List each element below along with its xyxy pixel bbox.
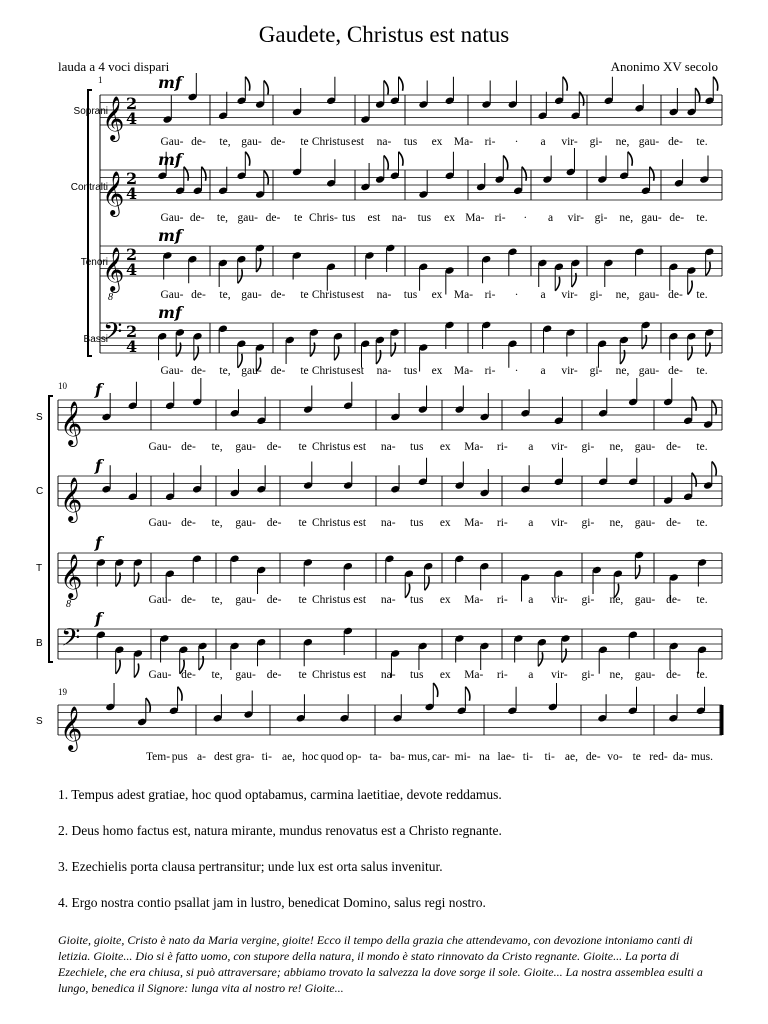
lyric-syllable: ba- — [390, 751, 405, 763]
dynamic-mf: mf — [158, 303, 182, 322]
note-flag — [399, 77, 404, 91]
lyric-syllable: ex — [431, 289, 443, 301]
note-flag — [706, 343, 711, 357]
note-flag — [692, 473, 697, 487]
note-flag — [503, 156, 508, 170]
bar-number-1: 1 — [98, 75, 103, 85]
lyric-syllable: tus — [410, 594, 424, 606]
lyric-syllable: ta- — [369, 751, 382, 763]
lyric-syllable: de- — [181, 441, 196, 453]
lyric-syllable: te — [300, 136, 309, 148]
lyric-syllable: na- — [391, 212, 407, 224]
lyric-syllable: Gau- — [160, 365, 184, 377]
lyric-syllable: gi- — [589, 136, 603, 148]
lyric-syllable: de- — [181, 594, 196, 606]
note-flag — [650, 167, 655, 181]
lyric-syllable: dest — [214, 751, 233, 763]
note-flag — [176, 343, 181, 357]
lyric-syllable: te. — [696, 289, 708, 301]
verse-2: 2. Deus homo factus est, natura mirante, mundus renovatus est a Christo regnante. — [58, 823, 502, 838]
lyric-syllable: gau- — [634, 441, 656, 453]
note-flag — [563, 77, 568, 91]
lyric-syllable: te — [298, 669, 307, 681]
lyric-syllable: Tem- — [145, 751, 171, 763]
note-flag — [562, 649, 567, 663]
note-flag — [245, 152, 250, 166]
lyric-syllable: Gau- — [148, 517, 172, 529]
lyric-syllable: est — [353, 441, 367, 453]
lyric-syllable: car- — [432, 751, 450, 763]
part-label-soprani: Soprani — [73, 106, 108, 117]
octave-mark: 8 — [108, 292, 113, 303]
time-signature-bottom: 4 — [126, 260, 138, 279]
octave-mark: 8 — [66, 599, 71, 610]
lyric-syllable: ex — [439, 517, 451, 529]
note-flag — [579, 92, 584, 106]
lyric-syllable: ex — [431, 365, 443, 377]
lyric-syllable: Ma- — [464, 441, 484, 453]
lyric-syllable: ne, — [615, 289, 630, 301]
lyric-syllable: Ma- — [453, 136, 474, 148]
lyric-syllable: vir- — [551, 669, 568, 681]
note-flag — [184, 167, 189, 181]
note-flag — [116, 660, 121, 674]
page-title: Gaudete, Christus est natus — [258, 22, 510, 47]
lyric-syllable: a — [540, 365, 546, 377]
lyric-syllable: est — [351, 136, 364, 148]
lyric-syllable: hoc — [302, 751, 319, 763]
note-flag — [522, 167, 527, 181]
lyric-syllable: gau- — [634, 669, 656, 681]
lyric-syllable: tus — [403, 136, 418, 148]
lyric-syllable: de- — [266, 441, 282, 453]
lyric-syllable: a — [548, 212, 554, 224]
lyric-syllable: gau- — [241, 136, 262, 148]
lyric-syllable: gi- — [589, 365, 603, 377]
lyric-syllable: a — [540, 289, 546, 301]
lyric-syllable: vir- — [551, 441, 568, 453]
lyric-syllable: ri- — [496, 669, 508, 681]
time-signature-bottom: 4 — [126, 337, 138, 356]
treble-clef: 𝄞 — [60, 401, 83, 445]
lyric-syllable: tus — [410, 517, 424, 529]
note-flag — [433, 683, 438, 697]
lyric-syllable: vo- — [607, 751, 623, 763]
part-label-bassi: Bassi — [83, 334, 108, 345]
lyric-syllable: Gau- — [148, 441, 172, 453]
lyric-syllable: te. — [696, 136, 708, 148]
lyric-syllable: a- — [197, 751, 206, 763]
part-label-t: T — [36, 563, 43, 574]
lyric-syllable: Christus — [311, 289, 351, 301]
lyric-syllable: ex — [439, 669, 451, 681]
composer: Anonimo XV secolo — [610, 59, 718, 74]
lyric-syllable: te. — [696, 594, 708, 606]
lyric-syllable: ti- — [544, 751, 555, 763]
lyric-syllable: quod — [320, 751, 344, 763]
lyric-syllable: vir- — [551, 517, 568, 529]
lyric-syllable: tus — [403, 365, 418, 377]
note-flag — [134, 573, 139, 587]
lyric-syllable: de- — [666, 669, 681, 681]
lyric-syllable: gau- — [638, 289, 660, 301]
lyric-syllable: a — [528, 669, 534, 681]
note-flag — [399, 152, 404, 166]
lyric-syllable: Gau- — [148, 594, 172, 606]
lyric-syllable: te. — [696, 441, 708, 453]
lyric-syllable: ne, — [619, 212, 634, 224]
lyric-syllable: na- — [376, 289, 392, 301]
treble-clef: 𝄞 — [60, 477, 83, 521]
lyric-syllable: gau- — [638, 365, 660, 377]
lyric-syllable: mus, — [408, 751, 431, 763]
lyric-syllable: gra- — [235, 751, 255, 763]
lyric-syllable: de- — [666, 441, 681, 453]
lyric-syllable: ne, — [609, 441, 624, 453]
note-flag — [642, 335, 647, 349]
time-signature-top: 2 — [126, 94, 138, 113]
lyric-syllable: a — [528, 594, 534, 606]
lyric-syllable: de- — [270, 136, 286, 148]
lyric-syllable: de- — [666, 517, 681, 529]
lyric-syllable: de- — [191, 365, 206, 377]
lyric-syllable: gau- — [641, 212, 662, 224]
lyric-syllable: de- — [270, 365, 286, 377]
dynamic-f: f — [95, 533, 102, 552]
verse-4: 4. Ergo nostra contio psallat jam in lustro, benedicat Domino, salus regi nostro. — [58, 895, 486, 910]
dynamic-f: f — [95, 609, 102, 628]
note-flag — [199, 656, 204, 670]
lyric-syllable: de- — [668, 289, 683, 301]
lyric-syllable: te — [298, 594, 307, 606]
lyric-syllable: vir- — [567, 212, 584, 224]
lyric-syllable: de- — [666, 594, 681, 606]
lyric-syllable: te — [300, 365, 309, 377]
part-label-c: C — [36, 486, 44, 497]
lyric-syllable: te, — [211, 594, 223, 606]
lyric-syllable: Ma- — [464, 594, 484, 606]
lyric-syllable: red- — [649, 751, 668, 763]
lyric-syllable: mi- — [454, 751, 471, 763]
lyric-syllable: ri- — [484, 136, 496, 148]
bass-clef: 𝄢 — [103, 317, 123, 353]
lyric-syllable: ri- — [494, 212, 506, 224]
treble-clef: 𝄞 — [60, 554, 83, 598]
lyric-syllable: gi- — [594, 212, 608, 224]
note-flag — [555, 277, 560, 291]
lyric-syllable: te. — [696, 669, 708, 681]
lyric-syllable: te. — [696, 517, 708, 529]
lyric-syllable: ne, — [609, 517, 624, 529]
lyric-syllable: gi- — [589, 289, 603, 301]
lyric-syllable: est — [351, 289, 364, 301]
lyric-syllable: Ma- — [465, 212, 485, 224]
lyric-syllable: Christus — [311, 669, 351, 681]
verse-3: 3. Ezechielis porta clausa pertransitur; unde lux est orta salus invenitur. — [58, 859, 443, 874]
note-flag — [614, 584, 619, 598]
note-flag — [688, 281, 693, 295]
part-label-s: S — [36, 716, 43, 727]
lyric-syllable: te, — [219, 365, 231, 377]
note-flag — [256, 358, 261, 372]
lyric-syllable: de- — [191, 289, 206, 301]
lyric-syllable: op- — [346, 751, 362, 763]
lyric-syllable: ne, — [615, 365, 630, 377]
note-flag — [572, 273, 577, 287]
lyric-syllable: Christus — [311, 594, 351, 606]
lyric-syllable: Christus — [311, 365, 351, 377]
note-flag — [620, 350, 625, 364]
lyric-syllable: de- — [189, 212, 205, 224]
verse-1: 1. Tempus adest gratiae, hoc quod optabamus, carmina laetitiae, devote reddamus. — [58, 787, 502, 802]
note-flag — [635, 565, 640, 579]
lyric-syllable: a — [540, 136, 546, 148]
lyric-syllable: de- — [191, 136, 206, 148]
lyric-syllable: na- — [376, 136, 392, 148]
subtitle: lauda a 4 voci dispari — [58, 59, 170, 74]
note-flag — [465, 687, 470, 701]
bar-number-10: 10 — [58, 381, 67, 391]
lyric-syllable: gau- — [235, 594, 256, 606]
note-flag — [245, 77, 250, 91]
lyric-syllable: gau- — [235, 517, 256, 529]
lyric-syllable: a — [528, 441, 534, 453]
lyric-syllable: Christus — [311, 517, 351, 529]
system-bracket — [49, 396, 53, 662]
lyric-syllable: Chris- — [309, 212, 338, 224]
part-label-s: S — [36, 412, 43, 423]
lyric-syllable: gau- — [634, 517, 656, 529]
lyric-syllable: te, — [211, 669, 223, 681]
lyric-syllable: ri- — [484, 289, 496, 301]
lyric-syllable: de- — [181, 669, 196, 681]
lyric-syllable: de- — [585, 751, 601, 763]
lyric-syllable: gau- — [634, 594, 656, 606]
lyric-syllable: da- — [672, 751, 688, 763]
note-flag — [712, 462, 717, 476]
lyric-syllable: tus — [417, 212, 432, 224]
lyric-syllable: ex — [444, 212, 456, 224]
lyric-syllable: est — [353, 669, 367, 681]
lyric-syllable: te, — [219, 136, 231, 148]
note-flag — [116, 573, 121, 587]
lyric-syllable: Ma- — [453, 289, 474, 301]
lyric-syllable: pus — [171, 751, 188, 763]
lyric-syllable: ri- — [496, 594, 508, 606]
lyric-syllable: de- — [265, 212, 281, 224]
lyric-syllable: ne, — [615, 136, 630, 148]
lyric-syllable: na- — [380, 441, 396, 453]
note-flag — [238, 354, 243, 368]
lyric-syllable: est — [367, 212, 381, 224]
note-flag — [713, 77, 718, 91]
note-flag — [391, 343, 396, 357]
dynamic-f: f — [95, 456, 102, 475]
lyric-syllable: Ma- — [464, 669, 484, 681]
lyric-syllable: de- — [266, 594, 282, 606]
treble-clef: 𝄞 — [60, 706, 83, 750]
lyric-syllable: gi- — [581, 517, 595, 529]
part-label-contralti: Contralti — [70, 182, 108, 193]
bar-number-19: 19 — [58, 687, 67, 697]
lyric-syllable: Gau- — [148, 669, 172, 681]
time-signature-bottom: 4 — [126, 184, 138, 203]
lyric-syllable: ti- — [261, 751, 272, 763]
lyric-syllable: te, — [211, 517, 223, 529]
note-flag — [178, 687, 183, 701]
lyric-syllable: Christus — [311, 441, 351, 453]
lyric-syllable: de- — [181, 517, 196, 529]
lyric-syllable: gi- — [581, 441, 595, 453]
lyric-syllable: te, — [219, 289, 231, 301]
note-flag — [405, 584, 410, 598]
lyric-syllable: te. — [696, 365, 708, 377]
lyric-syllable: ti- — [522, 751, 534, 763]
note-flag — [384, 81, 389, 95]
lyric-syllable: de- — [669, 212, 685, 224]
dynamic-mf: mf — [158, 150, 182, 169]
lyric-syllable: na- — [380, 594, 396, 606]
lyric-syllable: tus — [410, 441, 424, 453]
part-label-tenori: Tenori — [80, 257, 108, 268]
system-bracket — [88, 90, 92, 356]
lyric-syllable: vir- — [561, 136, 578, 148]
lyric-syllable: na- — [380, 669, 396, 681]
note-flag — [376, 350, 381, 364]
treble-clef: 𝄞 — [102, 96, 125, 140]
lyric-syllable: gau- — [235, 441, 256, 453]
lyric-syllable: Gau- — [160, 289, 184, 301]
lyric-syllable: na — [478, 751, 490, 763]
lyric-syllable: ex — [439, 594, 451, 606]
lyric-syllable: est — [353, 594, 367, 606]
lyric-syllable: gi- — [581, 594, 595, 606]
lyric-syllable: a — [528, 517, 534, 529]
lyric-syllable: ri- — [484, 365, 496, 377]
note-flag — [692, 397, 697, 411]
lyric-syllable: vir- — [561, 365, 578, 377]
lyric-syllable: ex — [431, 136, 443, 148]
time-signature-top: 2 — [126, 245, 138, 264]
lyric-syllable: te — [298, 441, 307, 453]
note-flag — [384, 156, 389, 170]
note-flag — [256, 258, 261, 272]
lyric-syllable: tus — [341, 212, 356, 224]
note-flag — [201, 167, 206, 181]
lyric-syllable: ex — [439, 441, 451, 453]
lyric-syllable: na- — [376, 365, 392, 377]
lyric-syllable: te, — [216, 212, 229, 224]
lyric-syllable: lae- — [497, 751, 515, 763]
lyric-syllable: ri- — [496, 441, 508, 453]
lyric-syllable: de- — [668, 365, 683, 377]
lyric-syllable: Christus — [311, 136, 351, 148]
lyric-syllable: de- — [270, 289, 286, 301]
italian-translation: Gioite, gioite, Cristo è nato da Maria vergine, gioite! Ecco il tempo della grazia che attendevamo, con devozione intoniamo canti di letizia. Gioite... Dio si è fatto uomo, con stupore della natura, il mondo è stato rinnovato da Cristo regnante. Gioite... La porta di Ezechiele, che era chiusa, si può attraversare; abbiamo trovato la salvezza la dove sorge il sole. Gioite... La nostra assemblea esulti a lungo, benedica il Signore: lunga vita al nostro re! Gioite... — [58, 933, 703, 995]
lyric-syllable: de- — [266, 517, 282, 529]
lyric-syllable: ne, — [609, 594, 624, 606]
lyric-syllable: ae, — [282, 751, 296, 763]
lyric-syllable: Gau- — [160, 136, 184, 148]
lyric-syllable: te, — [211, 441, 223, 453]
dynamic-mf: mf — [158, 73, 182, 92]
lyric-syllable: gau- — [237, 212, 258, 224]
lyric-syllable: te — [298, 517, 307, 529]
lyric-syllable: te — [632, 751, 641, 763]
lyric-syllable: gau- — [241, 365, 262, 377]
lyric-syllable: mus. — [690, 751, 714, 763]
time-signature-top: 2 — [126, 169, 138, 188]
treble-clef: 𝄞 — [102, 247, 125, 291]
lyric-syllable: gau- — [235, 669, 256, 681]
lyric-syllable: vir- — [551, 594, 568, 606]
dynamic-f: f — [95, 380, 102, 399]
lyric-syllable: ri- — [496, 517, 508, 529]
lyric-syllable: te — [300, 289, 309, 301]
treble-clef: 𝄞 — [102, 171, 125, 215]
time-signature-top: 2 — [126, 322, 138, 341]
lyric-syllable: ae, — [564, 751, 578, 763]
bass-clef: 𝄢 — [61, 623, 81, 659]
lyric-syllable: gau- — [241, 289, 262, 301]
lyric-syllable: de- — [668, 136, 683, 148]
dynamic-mf: mf — [158, 226, 182, 245]
time-signature-bottom: 4 — [126, 109, 138, 128]
lyric-syllable: Ma- — [464, 517, 484, 529]
note-flag — [134, 664, 139, 678]
lyric-syllable: Ma- — [453, 365, 474, 377]
lyric-syllable: na- — [380, 517, 396, 529]
lyric-syllable: tus — [403, 289, 418, 301]
note-flag — [264, 81, 269, 95]
lyric-syllable: ne, — [609, 669, 624, 681]
lyric-syllable: · — [514, 365, 519, 377]
lyric-syllable: te. — [696, 212, 708, 224]
lyric-syllable: est — [353, 517, 367, 529]
lyric-syllable: · — [514, 289, 519, 301]
lyric-syllable: est — [351, 365, 364, 377]
note-flag — [628, 152, 633, 166]
lyric-syllable: · — [514, 136, 519, 148]
part-label-b: B — [36, 638, 43, 649]
lyric-syllable: · — [523, 212, 528, 224]
lyric-syllable: Gau- — [160, 212, 184, 224]
note-flag — [180, 660, 185, 674]
lyric-syllable: vir- — [561, 289, 578, 301]
note-flag — [310, 343, 315, 357]
lyric-syllable: gau- — [638, 136, 660, 148]
lyric-syllable: te — [294, 212, 303, 224]
lyric-syllable: tus — [410, 669, 424, 681]
lyric-syllable: de- — [266, 669, 282, 681]
lyric-syllable: gi- — [581, 669, 595, 681]
